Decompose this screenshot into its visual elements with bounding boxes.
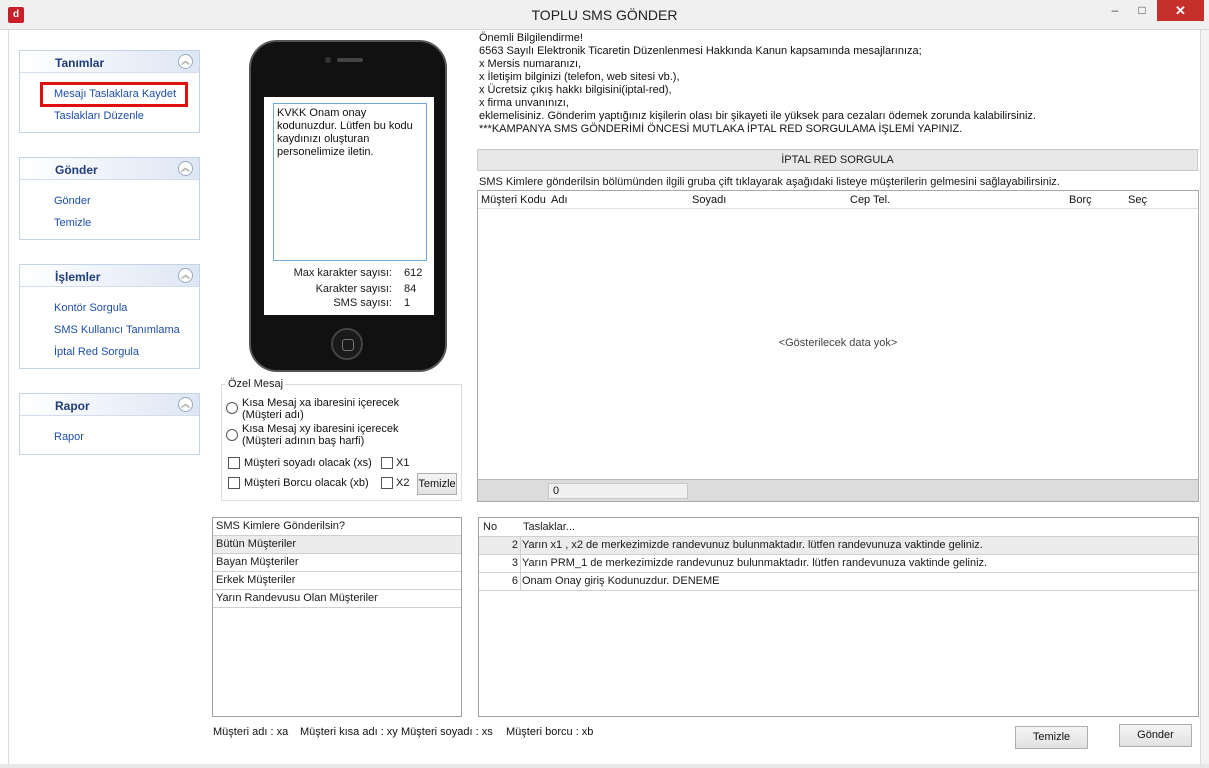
collapse-icon[interactable]: ︽	[178, 54, 193, 69]
info-line: 6563 Sayılı Elektronik Ticaretin Düzenlenmesi Hakkında Kanun kapsamında mesajlarınıza;	[479, 45, 922, 57]
table-row[interactable]	[479, 573, 1198, 591]
max-char-label: Max karakter sayısı:	[293, 267, 392, 279]
nav-item-rapor[interactable]: Rapor	[54, 431, 84, 443]
nav-group-header[interactable]	[20, 394, 199, 416]
hint-text: SMS Kimlere gönderilsin bölümünden ilgili gruba çift tıklayarak aşağıdaki listeye müşterilerin gelmesini sağlayabilirsiniz.	[479, 176, 1060, 188]
table-row[interactable]	[479, 537, 1198, 555]
nav-group-islemler	[19, 264, 200, 369]
template-no: 2	[511, 539, 518, 551]
template-text: Yarın PRM_1 de merkezimizde randevunuz bulunmaktadır. lütfen randevunuza vaktinde geliniz.	[522, 557, 988, 569]
nav-group-rapor	[19, 393, 200, 455]
info-line: x firma unvanınızı,	[479, 97, 569, 109]
customer-grid[interactable]	[477, 190, 1199, 502]
nav-group-gonder	[19, 157, 200, 240]
info-line: Önemli Bilgilendirme!	[479, 32, 583, 44]
char-count-value: 84	[404, 283, 417, 295]
phone-camera-icon	[325, 57, 331, 63]
templates-table[interactable]	[478, 517, 1199, 717]
nav-item-sms-kullanici-tanimlama[interactable]: SMS Kullanıcı Tanımlama	[54, 324, 180, 336]
template-text: Onam Onay giriş Kodunuzdur. DENEME	[522, 575, 720, 587]
column-header-adi[interactable]: Adı	[551, 194, 568, 206]
max-char-value: 612	[404, 267, 423, 279]
checkbox-x1[interactable]	[381, 457, 393, 469]
info-notice	[479, 32, 1036, 136]
recipient-list[interactable]	[212, 517, 462, 717]
templates-header-text: Taslaklar...	[523, 521, 575, 533]
legend-musteri-adi: Müşteri adı : xa	[213, 726, 289, 738]
nav-item-taslaklari-duzenle[interactable]: Taslakları Düzenle	[54, 110, 144, 122]
column-header-soyadi[interactable]: Soyadı	[692, 194, 727, 206]
info-line: x Mersis numaranızı,	[479, 58, 582, 70]
window-title: TOPLU SMS GÖNDER	[531, 7, 678, 23]
sms-count-label: SMS sayısı:	[333, 297, 392, 309]
gonder-button[interactable]: Gönder	[1119, 724, 1192, 747]
ozel-mesaj-legend: Özel Mesaj	[228, 378, 284, 390]
table-row[interactable]	[479, 555, 1198, 573]
checkbox-borcu[interactable]	[228, 477, 240, 489]
nav-item-temizle[interactable]: Temizle	[54, 217, 92, 229]
iptal-red-sorgula-button[interactable]: İPTAL RED SORGULA	[477, 149, 1198, 171]
app-logo-icon: d	[8, 7, 24, 23]
radio-xa[interactable]	[226, 402, 238, 414]
title-bar	[0, 0, 1209, 30]
sms-count-value: 1	[404, 297, 411, 309]
minimize-button[interactable]: –	[1111, 3, 1119, 17]
column-header-borc[interactable]: Borç	[1069, 194, 1092, 206]
nav-group-header[interactable]	[20, 158, 199, 180]
ozel-mesaj-temizle-button[interactable]: Temizle	[417, 473, 457, 495]
checkbox-x1-label: X1	[396, 457, 410, 469]
template-text: Yarın x1 , x2 de merkezimizde randevunuz bulunmaktadır. lütfen randevunuza vaktinde geliniz.	[522, 539, 983, 551]
radio-xy-label: Kısa Mesaj xy ibaresini içerecek	[242, 423, 399, 435]
templates-header	[479, 518, 1198, 537]
collapse-icon[interactable]: ︽	[178, 161, 193, 176]
char-count-label: Karakter sayısı:	[315, 283, 392, 295]
window-edge	[1201, 30, 1209, 764]
phone-home-icon	[331, 328, 363, 360]
highlight-annotation	[40, 82, 188, 107]
info-line: ***KAMPANYA SMS GÖNDERİMİ ÖNCESİ MUTLAKA İPTAL RED SORGULAMA İŞLEMİ YAPINIZ.	[479, 123, 963, 135]
nav-group-title: Rapor	[55, 399, 90, 413]
nav-group-header[interactable]	[20, 265, 199, 287]
list-item[interactable]: Yarın Randevusu Olan Müşteriler	[213, 590, 461, 608]
list-item[interactable]: Bayan Müşteriler	[213, 554, 461, 572]
nav-item-kontor-sorgula[interactable]: Kontör Sorgula	[54, 302, 128, 314]
nav-item-iptal-red-sorgula[interactable]: İptal Red Sorgula	[54, 346, 139, 358]
nav-group-title: İşlemler	[55, 270, 101, 284]
list-item[interactable]: Erkek Müşteriler	[213, 572, 461, 590]
phone-preview	[249, 40, 447, 372]
checkbox-soyadi[interactable]	[228, 457, 240, 469]
nav-group-title: Tanımlar	[55, 56, 105, 70]
message-textarea[interactable]: KVKK Onam onay kodunuzdur. Lütfen bu kodu kaydınızı oluşturan personelimize iletin.	[273, 103, 427, 261]
phone-speaker-icon	[337, 58, 363, 62]
grid-footer-total: 0	[548, 483, 688, 499]
checkbox-borcu-label: Müşteri Borcu olacak (xb)	[244, 477, 369, 489]
column-header-cep-tel[interactable]: Cep Tel.	[850, 194, 891, 206]
cell-divider	[520, 573, 521, 591]
temizle-button[interactable]: Temizle	[1015, 726, 1088, 749]
nav-item-mesaji-taslaklara-kaydet[interactable]: Mesajı Taslaklara Kaydet	[54, 88, 177, 100]
collapse-icon[interactable]: ︽	[178, 397, 193, 412]
radio-xy-sublabel: (Müşteri adının baş harfi)	[242, 435, 365, 447]
taskbar-edge	[0, 764, 1209, 768]
column-header-sec[interactable]: Seç	[1128, 194, 1147, 206]
cell-divider	[520, 537, 521, 555]
templates-header-no: No	[483, 521, 498, 533]
legend-musteri-kisa-adi: Müşteri kısa adı : xy	[300, 726, 398, 738]
nav-group-header[interactable]	[20, 51, 199, 73]
grid-header	[478, 191, 1198, 209]
radio-xy[interactable]	[226, 429, 238, 441]
radio-xa-label: Kısa Mesaj xa ibaresini içerecek	[242, 397, 400, 409]
nav-group-title: Gönder	[55, 163, 98, 177]
checkbox-soyadi-label: Müşteri soyadı olacak (xs)	[244, 457, 372, 469]
info-line: eklemelisiniz. Gönderim yaptığınız kişilerin olası bir şikayeti ile yüksek para cezaları ödemek zorunda kalabilirsiniz.	[479, 110, 1036, 122]
template-no: 3	[511, 557, 518, 569]
info-line: x İletişim bilginizi (telefon, web sitesi vb.),	[479, 71, 680, 83]
recipient-list-header: SMS Kimlere Gönderilsin?	[213, 518, 461, 536]
nav-item-gonder[interactable]: Gönder	[54, 195, 91, 207]
legend-musteri-soyadi: Müşteri soyadı : xs	[401, 726, 493, 738]
list-item[interactable]: Bütün Müşteriler	[213, 536, 461, 554]
template-no: 6	[511, 575, 518, 587]
close-button[interactable]: ✕	[1157, 0, 1204, 21]
cell-divider	[520, 555, 521, 573]
collapse-icon[interactable]: ︽	[178, 268, 193, 283]
radio-xa-sublabel: (Müşteri adı)	[242, 409, 304, 421]
phone-screen	[264, 97, 434, 315]
grid-empty-text: <Gösterilecek data yok>	[778, 337, 898, 349]
checkbox-x2-label: X2	[396, 477, 410, 489]
column-header-musteri-kodu[interactable]: Müşteri Kodu	[481, 194, 546, 206]
info-line: x Ücretsiz çıkış hakkı bilgisini(iptal-red),	[479, 84, 672, 96]
grid-footer	[478, 479, 1198, 501]
checkbox-x2[interactable]	[381, 477, 393, 489]
legend-musteri-borcu: Müşteri borcu : xb	[506, 726, 594, 738]
maximize-button[interactable]: □	[1138, 3, 1146, 17]
